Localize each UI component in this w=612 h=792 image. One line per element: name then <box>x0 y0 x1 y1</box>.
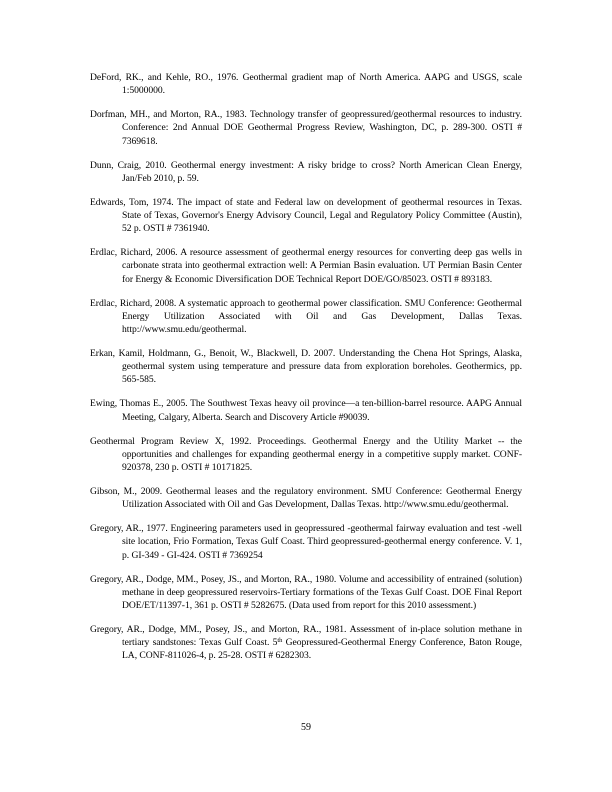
reference-gibson-2009: Gibson, M., 2009. Geothermal leases and the regulatory environment. SMU Conference: Geothermal Energy Utilization Associated with Oil and Gas Development, Dallas Texas. http://www.smu.edu/geothermal. <box>90 486 522 511</box>
reference-edwards-1974: Edwards, Tom, 1974. The impact of state and Federal law on development of geothermal resources in Texas. State of Texas, Governor's Energy Advisory Council, Legal and Regulatory Policy Committee (Austin), 52 p. OSTI # 7361940. <box>90 196 522 235</box>
reference-dorfman-1983: Dorfman, MH., and Morton, RA., 1983. Technology transfer of geopressured/geothermal resources to industry. Conference: 2nd Annual DOE Geothermal Progress Review, Washington, DC, p. 289-300. OSTI # 7369618. <box>90 109 522 147</box>
ordinal-superscript: th <box>277 637 283 645</box>
reference-gregory-1980: Gregory, AR., Dodge, MM., Posey, JS., and Morton, RA., 1980. Volume and accessibility of entrained (solution) methane in deep geopressured reservoirs-Tertiary formations of the Texas Gulf Coast. DOE Final Report DOE/ET/11397-1, 361 p. OSTI # 5282675. (Data used from report for this 2010 assessment.) <box>90 573 522 612</box>
reference-gregory-1977: Gregory, AR., 1977. Engineering parameters used in geopressured -geothermal fairway evaluation and test -well site location, Frio Formation, Texas Gulf Coast. Third geopressured-geothermal energy conference. V. 1, p. GI-349 - GI-424. OSTI # 7369254 <box>90 523 522 561</box>
reference-erdlac-2008: Erdlac, Richard, 2008. A systematic approach to geothermal power classification. SMU Conference: Geothermal Energy Utilization Associated with Oil and Gas Development, Dallas Texas. http://www.smu.edu/geothermal. <box>90 297 522 336</box>
reference-gregory-1981-text-end: Geopressured-Geothermal Energy Conference, Baton Rouge, LA, CONF-811026-4, p. 25-28. OSTI # 6282303. <box>122 637 522 662</box>
reference-list <box>90 71 522 673</box>
reference-deford-1976: DeFord, RK., and Kehle, RO., 1976. Geothermal gradient map of North America. AAPG and USGS, scale 1:5000000. <box>90 72 522 97</box>
reference-dunn-2010: Dunn, Craig, 2010. Geothermal energy investment: A risky bridge to cross? North American Clean Energy, Jan/Feb 2010, p. 59. <box>90 159 522 184</box>
reference-gregory-1981-text-start: Gregory, AR., Dodge, MM., Posey, JS., and Morton, RA., 1981. Assessment of in-place solution methane in tertiary sandstones: Texas Gulf Coast. 5 <box>90 624 522 649</box>
reference-gregory-1981 <box>90 623 522 663</box>
reference-geothermal-program-review-1992: Geothermal Program Review X, 1992. Proceedings. Geothermal Energy and the Utility Market -- the opportunities and challenges for expanding geothermal energy in a competitive supply market. CONF-920378, 230 p. OSTI # 10171825. <box>90 435 522 474</box>
reference-erdlac-2006: Erdlac, Richard, 2006. A resource assessment of geothermal energy resources for converting deep gas wells in carbonate strata into geothermal extraction well: A Permian Basin evaluation. UT Permian Basin Center for Energy & Economic Diversification DOE Technical Report DOE/GO/85023. OSTI # 893183. <box>90 247 522 285</box>
reference-ewing-2005: Ewing, Thomas E., 2005. The Southwest Texas heavy oil province—a ten-billion-barrel resource. AAPG Annual Meeting, Calgary, Alberta. Search and Discovery Article #90039. <box>90 398 522 423</box>
reference-erkan-2007: Erkan, Kamil, Holdmann, G., Benoit, W., Blackwell, D. 2007. Understanding the Chena Hot Springs, Alaska, geothermal system using temperature and pressure data from exploration boreholes. Geothermics, pp. 565-585. <box>90 348 522 386</box>
page-number: 59 <box>301 722 311 733</box>
